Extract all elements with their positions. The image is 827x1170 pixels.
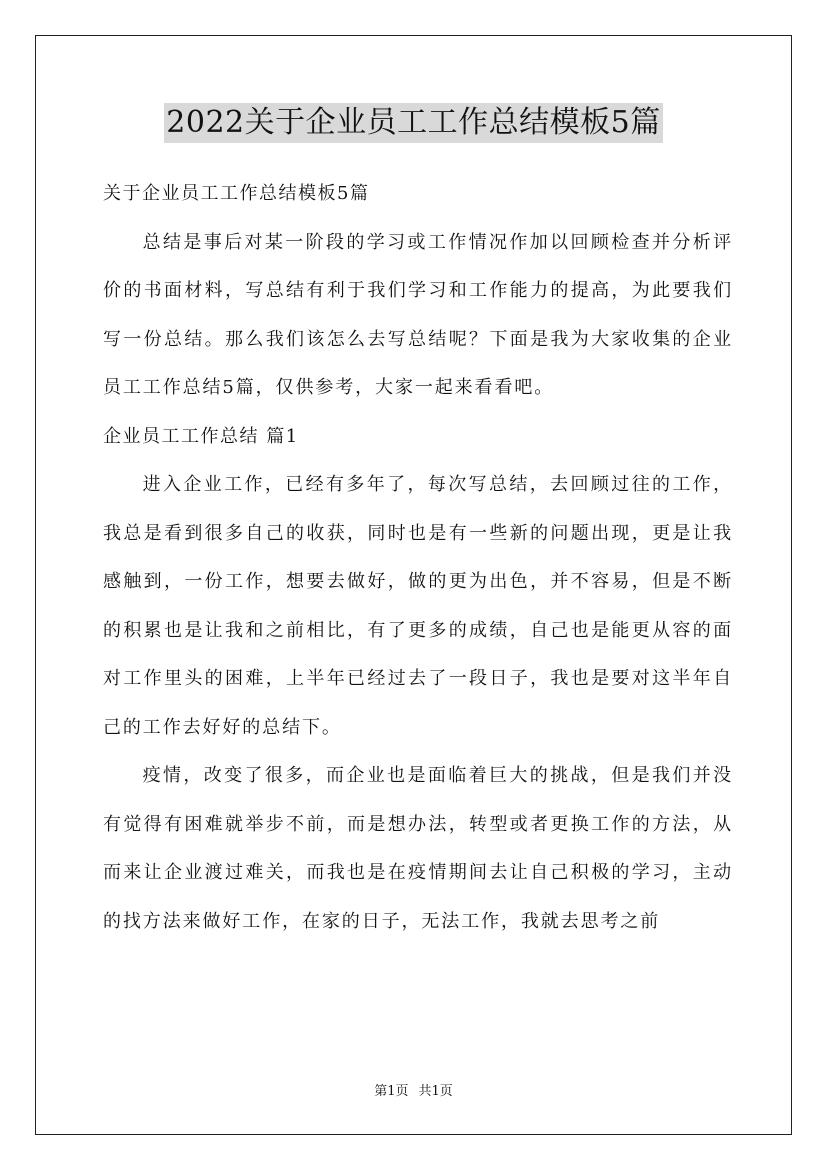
body-paragraph: 疫情，改变了很多，而企业也是面临着巨大的挑战，但是我们并没有觉得有困难就举步不前，而是想办法，转型或者更换工作的方法，从而来让企业渡过难关，而我也是在疫情期间去让自己积极的学习，主动的找方法来做好工作，在家的日子，无法工作，我就去思考之前 bbox=[103, 765, 733, 932]
document-title bbox=[0, 101, 827, 141]
page-number: 第1页 bbox=[374, 1084, 409, 1099]
body-paragraph: 进入企业工作，已经有多年了，每次写总结，去回顾过往的工作，我总是看到很多自己的收获，同时也是有一些新的问题出现，更是让我感触到，一份工作，想要去做好，做的更为出色，并不容易，但是不断的积累也是让我和之前相比，有了更多的成绩，自己也是能更从容的面对工作里头的困难，上半年已经过去了一段日子，我也是要对这半年自己的工作去好好的总结下。 bbox=[103, 474, 733, 738]
intro-paragraph: 总结是事后对某一阶段的学习或工作情况作加以回顾检查并分析评价的书面材料，写总结有利于我们学习和工作能力的提高，为此要我们写一份总结。那么我们该怎么去写总结呢？下面是我为大家收集的企业员工工作总结5篇，仅供参考，大家一起来看看吧。 bbox=[103, 231, 733, 398]
subtitle-line: 关于企业员工工作总结模板5篇 bbox=[103, 183, 370, 204]
page-footer bbox=[0, 1082, 827, 1102]
page-total: 共1页 bbox=[418, 1084, 453, 1099]
document-title-text: 2022关于企业员工工作总结模板5篇 bbox=[164, 103, 662, 143]
section-heading: 企业员工工作总结 篇1 bbox=[103, 425, 299, 447]
document-body bbox=[103, 170, 733, 946]
